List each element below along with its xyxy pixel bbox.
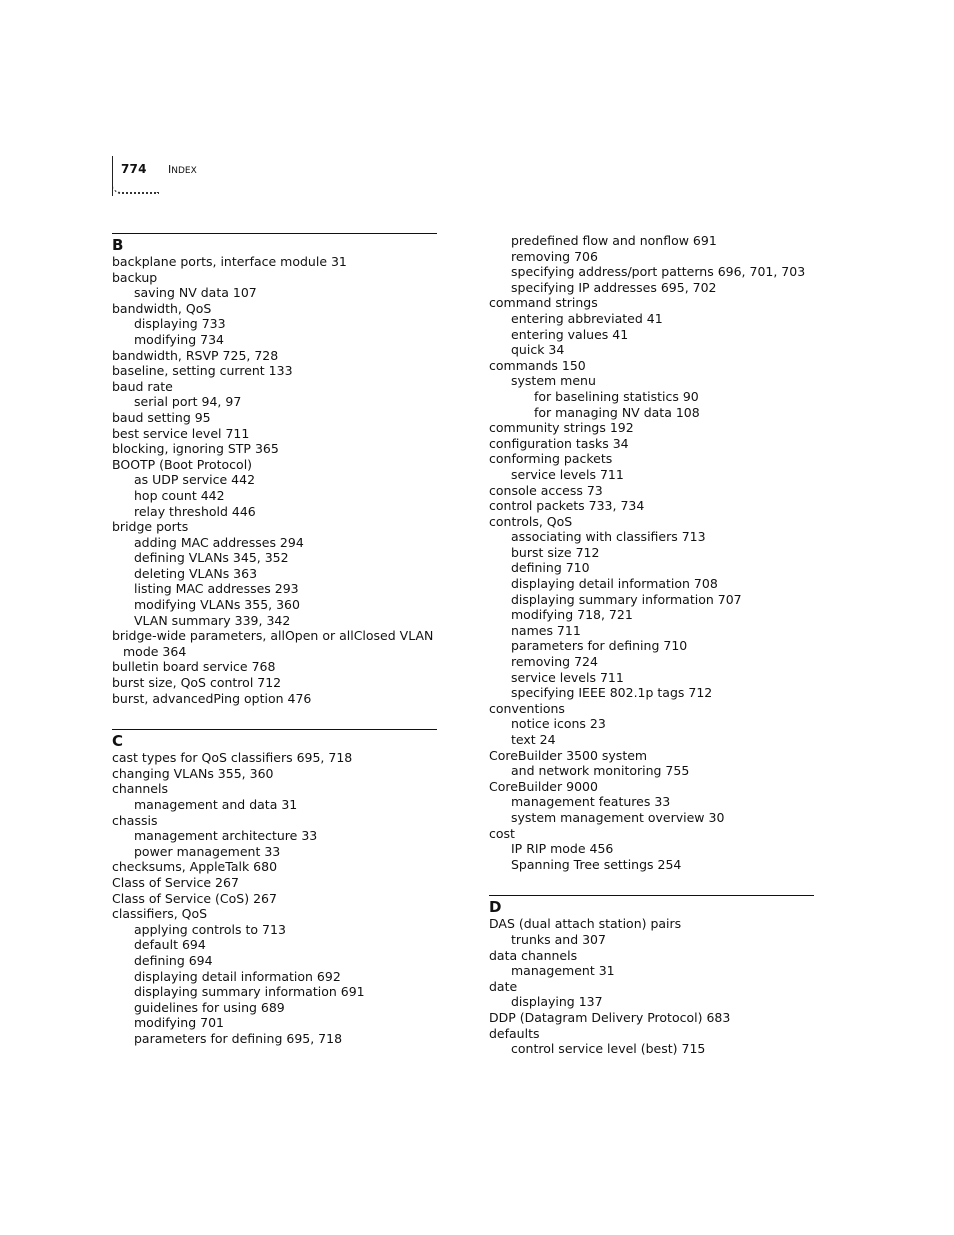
index-entry: command strings bbox=[489, 295, 598, 311]
index-subentry: relay threshold 446 bbox=[134, 503, 256, 519]
index-subentry: for managing NV data 108 bbox=[534, 404, 700, 420]
index-section bbox=[112, 233, 437, 706]
index-entry: Class of Service (CoS) 267 bbox=[112, 890, 277, 906]
index-subentry: displaying detail information 692 bbox=[134, 968, 341, 984]
index-subentry: Spanning Tree settings 254 bbox=[511, 856, 682, 872]
index-entry: data channels bbox=[489, 947, 578, 963]
index-section bbox=[489, 895, 814, 1056]
index-subentry: and network monitoring 755 bbox=[511, 763, 690, 779]
section-gap bbox=[489, 872, 814, 895]
index-entry: bulletin board service 768 bbox=[112, 659, 276, 675]
index-entry: BOOTP (Boot Protocol) bbox=[112, 456, 253, 472]
index-subentry: management architecture 33 bbox=[134, 828, 318, 844]
index-subentry: VLAN summary 339, 342 bbox=[134, 612, 291, 628]
index-entry: chassis bbox=[112, 812, 158, 828]
index-subentry: specifying IP addresses 695, 702 bbox=[511, 279, 717, 295]
index-subentry: specifying address/port patterns 696, 701, 703 bbox=[511, 264, 806, 280]
index-subentry: service levels 711 bbox=[511, 669, 624, 685]
index-subentry: defining VLANs 345, 352 bbox=[134, 550, 289, 566]
index-subentry: system menu bbox=[511, 373, 596, 389]
index-section bbox=[489, 233, 814, 872]
index-entry: backplane ports, interface module 31 bbox=[112, 254, 347, 269]
section-letter: B bbox=[112, 236, 124, 254]
index-subentry: service levels 711 bbox=[511, 466, 624, 482]
index-entry: CoreBuilder 9000 bbox=[489, 778, 598, 794]
index-subentry: serial port 94, 97 bbox=[134, 394, 242, 410]
page-header bbox=[112, 156, 312, 198]
index-subentry: for baselining statistics 90 bbox=[534, 388, 699, 404]
index-subentry: names 711 bbox=[511, 622, 581, 638]
index-subentry: applying controls to 713 bbox=[134, 921, 286, 937]
page-number: 774 bbox=[121, 162, 147, 176]
index-subentry: parameters for defining 695, 718 bbox=[134, 1030, 343, 1046]
index-subentry: management 31 bbox=[511, 963, 615, 979]
index-subentry: displaying detail information 708 bbox=[511, 576, 718, 592]
index-entry: baseline, setting current 133 bbox=[112, 363, 293, 379]
index-subentry: listing MAC addresses 293 bbox=[134, 581, 299, 597]
index-entry: community strings 192 bbox=[489, 420, 634, 436]
section-gap bbox=[112, 706, 437, 729]
index-subentry: default 694 bbox=[134, 937, 206, 953]
index-subentry: specifying IEEE 802.1p tags 712 bbox=[511, 685, 713, 701]
index-entry: CoreBuilder 3500 system bbox=[489, 747, 648, 763]
index-subentry: deleting VLANs 363 bbox=[134, 565, 258, 581]
index-subentry: modifying 701 bbox=[134, 1015, 224, 1031]
index-subentry: hop count 442 bbox=[134, 487, 225, 503]
index-subentry: management features 33 bbox=[511, 794, 671, 810]
index-entry: console access 73 bbox=[489, 482, 603, 498]
index-subentry: saving NV data 107 bbox=[134, 285, 257, 301]
index-subentry: displaying 733 bbox=[134, 316, 226, 332]
index-entry: classifiers, QoS bbox=[112, 906, 208, 922]
index-entry: DAS (dual attach station) pairs bbox=[489, 916, 682, 932]
section-rule bbox=[489, 895, 814, 896]
index-entry: burst size, QoS control 712 bbox=[112, 675, 282, 691]
index-entry: date bbox=[489, 978, 518, 994]
index-entry: defaults bbox=[489, 1025, 540, 1041]
index-entry: baud rate bbox=[112, 378, 173, 394]
index-subentry: management and data 31 bbox=[134, 797, 298, 812]
index-subentry: defining 710 bbox=[511, 560, 590, 576]
index-subentry: entering values 41 bbox=[511, 326, 629, 342]
index-entry: bridge-wide parameters, allOpen or allClosed VLAN bbox=[112, 628, 434, 644]
index-column-left bbox=[112, 233, 437, 1047]
index-subentry: displaying summary information 707 bbox=[511, 591, 742, 607]
index-subentry: predefined flow and nonflow 691 bbox=[511, 233, 717, 248]
header-rule bbox=[112, 156, 113, 196]
running-title bbox=[168, 163, 197, 176]
section-letter: C bbox=[112, 732, 124, 751]
index-subentry: trunks and 307 bbox=[511, 931, 606, 947]
index-subentry: removing 724 bbox=[511, 654, 598, 670]
index-subentry: entering abbreviated 41 bbox=[511, 310, 663, 326]
index-subentry: displaying summary information 691 bbox=[134, 984, 365, 1000]
index-subentry: IP RIP mode 456 bbox=[511, 841, 614, 857]
index-entry: conforming packets bbox=[489, 451, 613, 467]
index-subentry: modifying VLANs 355, 360 bbox=[134, 597, 300, 613]
index-subentry: displaying 137 bbox=[511, 994, 603, 1010]
index-entry: conventions bbox=[489, 700, 565, 716]
index-subentry: parameters for defining 710 bbox=[511, 638, 688, 654]
section-rule bbox=[112, 729, 437, 730]
index-entry: bandwidth, RSVP 725, 728 bbox=[112, 347, 279, 363]
index-entry: cost bbox=[489, 825, 515, 841]
index-subentry: control service level (best) 715 bbox=[511, 1041, 706, 1057]
index-subentry: text 24 bbox=[511, 732, 556, 747]
section-rule bbox=[112, 233, 437, 234]
index-entry: Class of Service 267 bbox=[112, 874, 239, 890]
index-subentry: modifying 718, 721 bbox=[511, 607, 633, 623]
index-subentry: burst size 712 bbox=[511, 544, 600, 560]
index-entry: bridge ports bbox=[112, 519, 189, 535]
section-letter: D bbox=[489, 898, 502, 917]
index-entry: changing VLANs 355, 360 bbox=[112, 765, 274, 781]
index-entry: baud setting 95 bbox=[112, 409, 211, 425]
index-column-right bbox=[489, 233, 814, 1057]
index-subentry: adding MAC addresses 294 bbox=[134, 534, 304, 550]
index-section bbox=[112, 729, 437, 1046]
index-subentry: system management overview 30 bbox=[511, 809, 725, 825]
index-subentry: associating with classifiers 713 bbox=[511, 529, 706, 545]
index-entry: burst, advancedPing option 476 bbox=[112, 690, 312, 706]
index-entry: DDP (Datagram Delivery Protocol) 683 bbox=[489, 1009, 731, 1025]
index-entry: checksums, AppleTalk 680 bbox=[112, 859, 278, 875]
running-title-rest: NDEX bbox=[171, 166, 197, 176]
index-subentry: notice icons 23 bbox=[511, 716, 606, 732]
index-subentry: guidelines for using 689 bbox=[134, 999, 285, 1015]
header-dotted-decoration bbox=[113, 186, 159, 194]
index-subentry: as UDP service 442 bbox=[134, 472, 256, 488]
index-entry: channels bbox=[112, 781, 168, 797]
index-entry-continuation: mode 364 bbox=[123, 643, 187, 659]
index-subentry: power management 33 bbox=[134, 843, 281, 859]
index-entry: controls, QoS bbox=[489, 513, 573, 529]
index-entry: backup bbox=[112, 269, 158, 285]
index-entry: cast types for QoS classifiers 695, 718 bbox=[112, 750, 353, 766]
index-subentry: removing 706 bbox=[511, 248, 598, 264]
index-subentry: quick 34 bbox=[511, 342, 565, 358]
index-entry: control packets 733, 734 bbox=[489, 498, 645, 514]
index-entry: blocking, ignoring STP 365 bbox=[112, 441, 279, 457]
index-entry: bandwidth, QoS bbox=[112, 300, 212, 316]
index-subentry: defining 694 bbox=[134, 952, 213, 968]
index-subentry: modifying 734 bbox=[134, 331, 224, 347]
running-title-initial: I bbox=[168, 163, 172, 176]
index-entry: best service level 711 bbox=[112, 425, 250, 441]
index-entry: commands 150 bbox=[489, 357, 586, 373]
index-entry: configuration tasks 34 bbox=[489, 435, 629, 451]
